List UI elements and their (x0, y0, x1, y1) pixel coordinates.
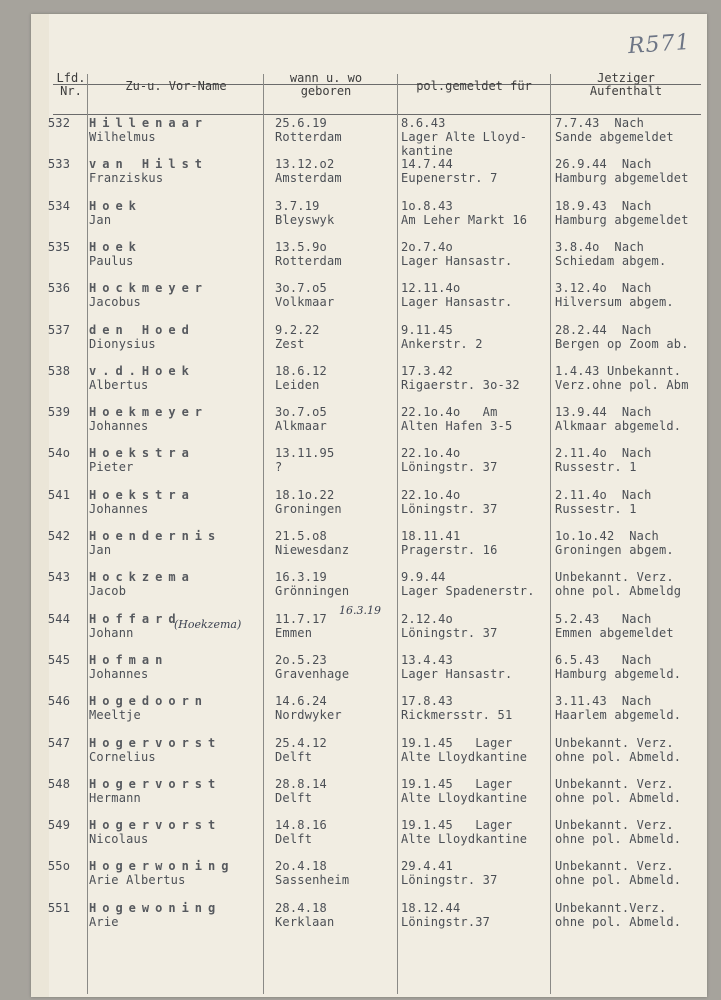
row-birth-place: Sassenheim (275, 873, 350, 888)
row-surname: Hockzema (89, 570, 195, 585)
row-stay-line2: ohne pol. Abmeld. (555, 749, 682, 764)
row-number: 536 (47, 281, 71, 296)
row-stay-line1: 3.11.43 Nach (555, 694, 652, 709)
row-birth-date: 2o.4.18 (275, 859, 327, 874)
row-firstname: Paulus (89, 253, 134, 268)
table-row (31, 612, 707, 654)
row-registered-line2: Löningstr. 37 (401, 460, 498, 475)
row-surname: v.d.Hoek (89, 363, 195, 378)
row-registered-line1: 9.11.45 (401, 322, 453, 337)
row-stay-line2: Sande abgemeldet (555, 130, 674, 144)
row-birth-place: Leiden (275, 377, 320, 392)
row-birth-place: Delft (275, 832, 313, 847)
table-row (31, 364, 707, 406)
table-row (31, 901, 707, 943)
row-firstname: Dionysius (89, 336, 156, 351)
row-stay-line1: 1.4.43 Unbekannt. (555, 363, 682, 378)
row-birth-date: 3.7.19 (275, 198, 320, 213)
row-registered-line1: 14.7.44 (401, 157, 453, 172)
row-birth-place: Zest (275, 336, 305, 351)
row-registered-line2: Rigaerstr. 3o-32 (401, 377, 520, 392)
row-stay-line2: ohne pol. Abmeldg (555, 584, 682, 599)
row-stay-line2: Bergen op Zoom ab. (555, 336, 689, 351)
row-number: 55o (47, 859, 71, 874)
row-number: 538 (47, 363, 71, 378)
row-surname: Hoffard (89, 611, 182, 626)
row-birth-place: Gravenhage (275, 666, 350, 681)
row-stay-line1: 28.2.44 Nach (555, 322, 652, 337)
row-stay-line2: ohne pol. Abmeld. (555, 832, 682, 847)
row-birth-date: 2o.5.23 (275, 652, 327, 667)
row-registered-line2: Lager Hansastr. (401, 253, 513, 268)
row-surname: Hoekstra (89, 487, 195, 502)
row-surname: Hogewoning (89, 900, 222, 915)
row-registered-line1: 13.4.43 (401, 652, 453, 667)
row-registered-line2: Alte Lloydkantine (401, 749, 528, 764)
row-birth-place: Bleyswyk (275, 212, 335, 227)
row-surname: den Hoed (89, 322, 195, 337)
table-row (31, 653, 707, 695)
row-stay-line1: Unbekannt. Verz. (555, 570, 674, 585)
row-birth-place: Volkmaar (275, 295, 335, 310)
row-birth-place: Amsterdam (275, 171, 342, 186)
row-registered-line1: 2.12.4o (401, 611, 453, 626)
row-firstname: Wilhelmus (89, 130, 156, 144)
row-registered-line2: Alte Lloydkantine (401, 832, 528, 847)
row-stay-line1: 3.12.4o Nach (555, 281, 652, 296)
table-row (31, 199, 707, 241)
row-stay-line1: Unbekannt.Verz. (555, 900, 667, 915)
table-row (31, 116, 707, 158)
row-stay-line1: Unbekannt. Verz. (555, 776, 674, 791)
row-registered-line1: 18.12.44 (401, 900, 461, 915)
row-birth-date: 11.7.17 (275, 611, 327, 626)
row-firstname: Albertus (89, 377, 149, 392)
row-firstname: Jan (89, 543, 112, 557)
row-stay-line1: 5.2.43 Nach (555, 611, 652, 626)
table-row (31, 488, 707, 530)
row-registered-line1: 12.11.4o (401, 281, 461, 296)
row-registered-line2: Pragerstr. 16 (401, 543, 498, 557)
row-stay-line1: 26.9.44 Nach (555, 157, 652, 172)
row-stay-line1: 3.8.4o Nach (555, 239, 645, 254)
row-surname: Hoek (89, 198, 142, 213)
header-born (261, 72, 391, 98)
row-number: 537 (47, 322, 71, 337)
header-registered: pol.gemeldet für (416, 79, 532, 93)
row-registered-line2: Löningstr. 37 (401, 873, 498, 888)
table-row (31, 281, 707, 323)
row-birth-date: 28.8.14 (275, 776, 327, 791)
table-row (31, 694, 707, 736)
row-stay-line1: 18.9.43 Nach (555, 198, 652, 213)
row-number: 543 (47, 570, 71, 585)
row-registered-line1: 8.6.43 (401, 116, 446, 130)
handwritten-date-correction: 16.3.19 (339, 604, 381, 617)
row-surname: van Hilst (89, 157, 209, 172)
row-stay-line1: 13.9.44 Nach (555, 405, 652, 420)
row-stay-line2: ohne pol. Abmeld. (555, 790, 682, 805)
header-born-line1: wann u. wo (289, 71, 363, 85)
row-surname: Hoek (89, 239, 142, 254)
row-birth-date: 18.1o.22 (275, 487, 335, 502)
row-registered-line2: Ankerstr. 2 (401, 336, 483, 351)
row-stay-line2: Alkmaar abgemeld. (555, 419, 682, 434)
header-stay-line2: Aufenthalt (589, 84, 663, 98)
row-birth-date: 13.5.9o (275, 239, 327, 254)
handwritten-name-correction: (Hoekzema) (174, 618, 242, 631)
row-registered-line1: 19.1.45 Lager (401, 776, 513, 791)
row-birth-place: Rotterdam (275, 130, 342, 144)
table-row (31, 405, 707, 447)
row-firstname: Johannes (89, 419, 149, 434)
row-firstname: Jacob (89, 584, 127, 599)
row-number: 533 (47, 157, 71, 172)
row-birth-date: 28.4.18 (275, 900, 327, 915)
row-surname: Hogervorst (89, 818, 222, 833)
row-registered-line2: Am Leher Markt 16 (401, 212, 528, 227)
row-registered-line2: Löningstr. 37 (401, 501, 498, 516)
row-registered-line3: kantine (401, 144, 453, 158)
row-number: 532 (47, 116, 71, 130)
row-surname: Hoekmeyer (89, 405, 209, 420)
row-registered-line2: Lager Alte Lloyd- (401, 130, 528, 144)
row-firstname: Hermann (89, 790, 141, 805)
row-registered-line2: Alten Hafen 3-5 (401, 419, 513, 434)
table-row (31, 818, 707, 860)
row-registered-line1: 9.9.44 (401, 570, 446, 585)
row-number: 545 (47, 652, 71, 667)
header-nr-line2: Nr. (60, 84, 82, 98)
row-number: 534 (47, 198, 71, 213)
row-birth-place: Kerklaan (275, 914, 335, 929)
row-registered-line2: Lager Spadenerstr. (401, 584, 535, 599)
row-birth-date: 18.6.12 (275, 363, 327, 378)
row-number: 54o (47, 446, 71, 461)
row-birth-date: 13.12.o2 (275, 157, 335, 172)
row-stay-line2: Russestr. 1 (555, 501, 637, 516)
row-registered-line1: 22.1o.4o Am (401, 405, 498, 420)
row-firstname: Johannes (89, 501, 149, 516)
table-row (31, 859, 707, 901)
row-registered-line2: Lager Hansastr. (401, 666, 513, 681)
header-bottom-rule (53, 114, 701, 115)
row-surname: Hofman (89, 652, 169, 667)
row-registered-line1: 22.1o.4o (401, 446, 461, 461)
row-firstname: Nicolaus (89, 832, 149, 847)
row-stay-line2: Emmen abgemeldet (555, 625, 674, 640)
row-stay-line1: 1o.1o.42 Nach (555, 529, 659, 543)
row-stay-line1: 2.11.4o Nach (555, 487, 652, 502)
row-birth-date: 21.5.o8 (275, 529, 327, 543)
row-registered-line1: 19.1.45 Lager (401, 818, 513, 833)
row-birth-date: 14.8.16 (275, 818, 327, 833)
row-stay-line2: ohne pol. Abmeld. (555, 914, 682, 929)
row-birth-place: Emmen (275, 625, 313, 640)
row-firstname: Pieter (89, 460, 134, 475)
row-number: 539 (47, 405, 71, 420)
row-birth-place: Groningen (275, 501, 342, 516)
table-row (31, 240, 707, 282)
row-number: 551 (47, 900, 71, 915)
row-birth-date: 16.3.19 (275, 570, 327, 585)
row-surname: Hogerwoning (89, 859, 235, 874)
row-registered-line1: 18.11.41 (401, 529, 461, 543)
row-stay-line1: Unbekannt. Verz. (555, 818, 674, 833)
document-page (31, 14, 707, 997)
table-row (31, 777, 707, 819)
row-birth-place: Grönningen (275, 584, 350, 599)
row-stay-line2: Hamburg abgemeldet (555, 212, 689, 227)
row-birth-place: Delft (275, 749, 313, 764)
row-stay-line1: Unbekannt. Verz. (555, 859, 674, 874)
row-birth-date: 25.4.12 (275, 735, 327, 750)
row-registered-line2: Lager Hansastr. (401, 295, 513, 310)
row-registered-line2: Eupenerstr. 7 (401, 171, 498, 186)
row-stay-line2: Hilversum abgem. (555, 295, 674, 310)
row-stay-line1: 6.5.43 Nach (555, 652, 652, 667)
header-nr (51, 72, 91, 98)
row-surname: Hogedoorn (89, 694, 209, 709)
row-firstname: Johann (89, 625, 134, 640)
row-stay-line2: Verz.ohne pol. Abm (555, 377, 689, 392)
row-birth-place: Rotterdam (275, 253, 342, 268)
header-nr-line1: Lfd. (56, 71, 86, 85)
row-firstname: Johannes (89, 666, 149, 681)
row-firstname: Franziskus (89, 171, 164, 186)
row-birth-date: 14.6.24 (275, 694, 327, 709)
row-stay-line2: ohne pol. Abmeld. (555, 873, 682, 888)
row-number: 541 (47, 487, 71, 502)
row-firstname: Arie (89, 914, 119, 929)
row-birth-place: Delft (275, 790, 313, 805)
row-stay-line1: 7.7.43 Nach (555, 116, 645, 130)
row-stay-line2: Haarlem abgemeld. (555, 708, 682, 723)
row-registered-line2: Löningstr.37 (401, 914, 491, 929)
row-firstname: Meeltje (89, 708, 141, 723)
row-number: 549 (47, 818, 71, 833)
row-stay-line2: Hamburg abgemeldet (555, 171, 689, 186)
row-birth-place: Nordwyker (275, 708, 342, 723)
row-firstname: Jan (89, 212, 112, 227)
row-birth-date: 25.6.19 (275, 116, 327, 130)
row-registered-line2: Alte Lloydkantine (401, 790, 528, 805)
row-surname: Hoekstra (89, 446, 195, 461)
table-row (31, 529, 707, 571)
row-registered-line1: 17.8.43 (401, 694, 453, 709)
row-registered-line1: 22.1o.4o (401, 487, 461, 502)
row-stay-line2: Russestr. 1 (555, 460, 637, 475)
header-born-line2: geboren (300, 84, 352, 98)
header-name: Zu-u. Vor-Name (125, 79, 227, 93)
row-firstname: Cornelius (89, 749, 156, 764)
table-row (31, 736, 707, 778)
row-registered-line1: 1o.8.43 (401, 198, 453, 213)
row-number: 546 (47, 694, 71, 709)
row-birth-place: Alkmaar (275, 419, 327, 434)
row-stay-line1: Unbekannt. Verz. (555, 735, 674, 750)
row-birth-date: 3o.7.o5 (275, 281, 327, 296)
archive-stamp: R571 (627, 29, 692, 60)
row-stay-line1: 2.11.4o Nach (555, 446, 652, 461)
row-surname: Hogervorst (89, 776, 222, 791)
row-surname: Hillenaar (89, 116, 209, 130)
row-number: 535 (47, 239, 71, 254)
row-stay-line2: Groningen abgem. (555, 543, 674, 557)
row-birth-place: Niewesdanz (275, 543, 350, 557)
table-row (31, 323, 707, 365)
row-surname: Hockmeyer (89, 281, 209, 296)
row-stay-line2: Schiedam abgem. (555, 253, 667, 268)
header-stay-line1: Jetziger (597, 71, 655, 85)
row-number: 542 (47, 529, 71, 543)
row-registered-line1: 29.4.41 (401, 859, 453, 874)
row-firstname: Arie Albertus (89, 873, 186, 888)
row-number: 548 (47, 776, 71, 791)
row-registered-line1: 17.3.42 (401, 363, 453, 378)
header-stay (551, 72, 701, 98)
table-row (31, 157, 707, 199)
row-number: 544 (47, 611, 71, 626)
row-stay-line2: Hamburg abgemeld. (555, 666, 682, 681)
row-birth-date: 3o.7.o5 (275, 405, 327, 420)
row-surname: Hogervorst (89, 735, 222, 750)
row-registered-line1: 19.1.45 Lager (401, 735, 513, 750)
row-registered-line1: 2o.7.4o (401, 239, 453, 254)
table-row (31, 446, 707, 488)
row-birth-date: 9.2.22 (275, 322, 320, 337)
row-registered-line2: Löningstr. 37 (401, 625, 498, 640)
row-surname: Hoendernis (89, 529, 222, 543)
row-number: 547 (47, 735, 71, 750)
row-birth-date: 13.11.95 (275, 446, 335, 461)
row-registered-line2: Rickmersstr. 51 (401, 708, 513, 723)
row-firstname: Jacobus (89, 295, 141, 310)
row-birth-place: ? (275, 460, 283, 475)
